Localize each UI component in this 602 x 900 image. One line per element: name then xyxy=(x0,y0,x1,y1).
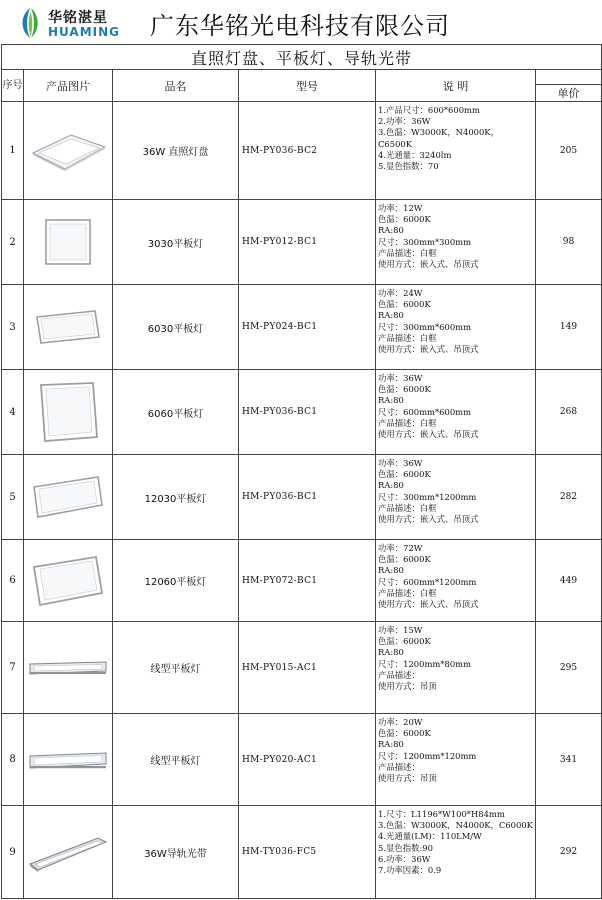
col-header-description: 说 明 xyxy=(376,70,536,102)
rectangular-panel-light-icon xyxy=(30,553,106,609)
sheet-title-row xyxy=(2,45,602,70)
product-image xyxy=(24,540,113,622)
linear-panel-light-icon xyxy=(27,747,109,773)
product-model: HM-PY024-BC1 xyxy=(239,285,376,370)
product-description: 1.产品尺寸：600*600mm 2.功率：36W 3.色温：W3000K，N4000K， C6500K 4.光通量：3240lm 5.显色指数：70 xyxy=(376,102,536,200)
logo-cn-text: 华铭湛星 xyxy=(48,10,108,26)
row-index: 1 xyxy=(2,102,24,200)
sheet-title: 直照灯盘、平板灯、导轨光带 xyxy=(2,45,602,70)
product-image xyxy=(24,806,113,899)
product-model: HM-PY036-BC2 xyxy=(239,102,376,200)
product-price: 341 xyxy=(536,714,602,806)
product-price: 98 xyxy=(536,200,602,285)
product-price: 449 xyxy=(536,540,602,622)
product-image xyxy=(24,200,113,285)
table-row xyxy=(2,540,602,622)
product-price: 268 xyxy=(536,370,602,455)
product-image xyxy=(24,102,113,200)
company-logo xyxy=(18,6,138,40)
product-image xyxy=(24,622,113,714)
square-panel-light-icon xyxy=(43,217,93,267)
row-index: 3 xyxy=(2,285,24,370)
logo-en-text: HUAMING xyxy=(48,25,121,39)
header-row xyxy=(2,70,602,85)
product-description: 功率：72W 色温：6000K RA:80 尺寸：600mm*1200mm 产品描述：白框 使用方式：嵌入式、吊顶式 xyxy=(376,540,536,622)
product-description: 功率：36W 色温：6000K RA:80 尺寸：300mm*1200mm 产品描述：白框 使用方式：嵌入式、吊顶式 xyxy=(376,455,536,540)
product-description: 功率：24W 色温：6000K RA:80 尺寸：300mm*600mm 产品描述：白框 使用方式：嵌入式、吊顶式 xyxy=(376,285,536,370)
product-model: HM-TY036-FC5 xyxy=(239,806,376,899)
row-index: 6 xyxy=(2,540,24,622)
product-model: HM-PY015-AC1 xyxy=(239,622,376,714)
product-price: 282 xyxy=(536,455,602,540)
product-model: HM-PY072-BC1 xyxy=(239,540,376,622)
rectangular-panel-light-icon xyxy=(33,307,103,347)
product-price: 149 xyxy=(536,285,602,370)
price-table xyxy=(1,44,602,899)
product-description: 功率：36W 色温：6000K RA:80 尺寸：600mm*600mm 产品描述：白框 使用方式：嵌入式、吊顶式 xyxy=(376,370,536,455)
table-row xyxy=(2,200,602,285)
product-name: 6030平板灯 xyxy=(113,285,239,370)
ceiling-panel-perspective-icon xyxy=(27,129,109,173)
table-row xyxy=(2,714,602,806)
product-name: 12060平板灯 xyxy=(113,540,239,622)
product-description: 功率：15W 色温：6000K RA:80 尺寸：1200mm*80mm 产品描述： 使用方式：吊顶 xyxy=(376,622,536,714)
table-row xyxy=(2,285,602,370)
col-header-blank xyxy=(536,70,602,85)
product-image xyxy=(24,285,113,370)
product-image xyxy=(24,455,113,540)
product-description: 功率：12W 色温：6000K RA:80 尺寸：300mm*300mm 产品描述：白框 使用方式：嵌入式、吊顶式 xyxy=(376,200,536,285)
table-row xyxy=(2,806,602,899)
linear-panel-light-icon xyxy=(27,657,109,679)
square-panel-light-icon xyxy=(35,379,101,445)
table-row xyxy=(2,370,602,455)
row-index: 2 xyxy=(2,200,24,285)
product-image xyxy=(24,714,113,806)
col-header-image: 产品图片 xyxy=(24,70,113,102)
rectangular-panel-light-icon xyxy=(30,473,106,521)
product-price: 205 xyxy=(536,102,602,200)
product-name: 6060平板灯 xyxy=(113,370,239,455)
product-description: 功率：20W 色温：6000K RA:80 尺寸：1200mm*120mm 产品描述： 使用方式：吊顶 xyxy=(376,714,536,806)
product-image xyxy=(24,370,113,455)
product-price: 292 xyxy=(536,806,602,899)
logo-leaf-icon xyxy=(18,6,42,40)
col-header-price: 单价 xyxy=(536,85,602,102)
product-name: 36W导轨光带 xyxy=(113,806,239,899)
track-light-strip-icon xyxy=(26,830,110,874)
product-description: 1.尺寸：L1196*W100*H84mm 3.色温：W3000K，N4000K，C6000K 4.光通量(LM)：110LM/W 5.显色指数:90 6.功率：36W 7.功率因素：0.9 xyxy=(376,806,536,899)
product-model: HM-PY036-BC1 xyxy=(239,370,376,455)
row-index: 8 xyxy=(2,714,24,806)
product-model: HM-PY036-BC1 xyxy=(239,455,376,540)
product-model: HM-PY020-AC1 xyxy=(239,714,376,806)
table-row xyxy=(2,455,602,540)
row-index: 7 xyxy=(2,622,24,714)
product-name: 36W 直照灯盘 xyxy=(113,102,239,200)
product-name: 3030平板灯 xyxy=(113,200,239,285)
row-index: 4 xyxy=(2,370,24,455)
company-name: 广东华铭光电科技有限公司 xyxy=(150,12,450,40)
col-header-model: 型号 xyxy=(239,70,376,102)
table-row xyxy=(2,102,602,200)
row-index: 5 xyxy=(2,455,24,540)
row-index: 9 xyxy=(2,806,24,899)
product-name: 线型平板灯 xyxy=(113,622,239,714)
product-model: HM-PY012-BC1 xyxy=(239,200,376,285)
product-name: 线型平板灯 xyxy=(113,714,239,806)
table-row xyxy=(2,622,602,714)
col-header-index: 序号 xyxy=(2,70,24,102)
col-header-name: 品名 xyxy=(113,70,239,102)
product-price: 295 xyxy=(536,622,602,714)
product-name: 12030平板灯 xyxy=(113,455,239,540)
page-header xyxy=(0,0,602,44)
